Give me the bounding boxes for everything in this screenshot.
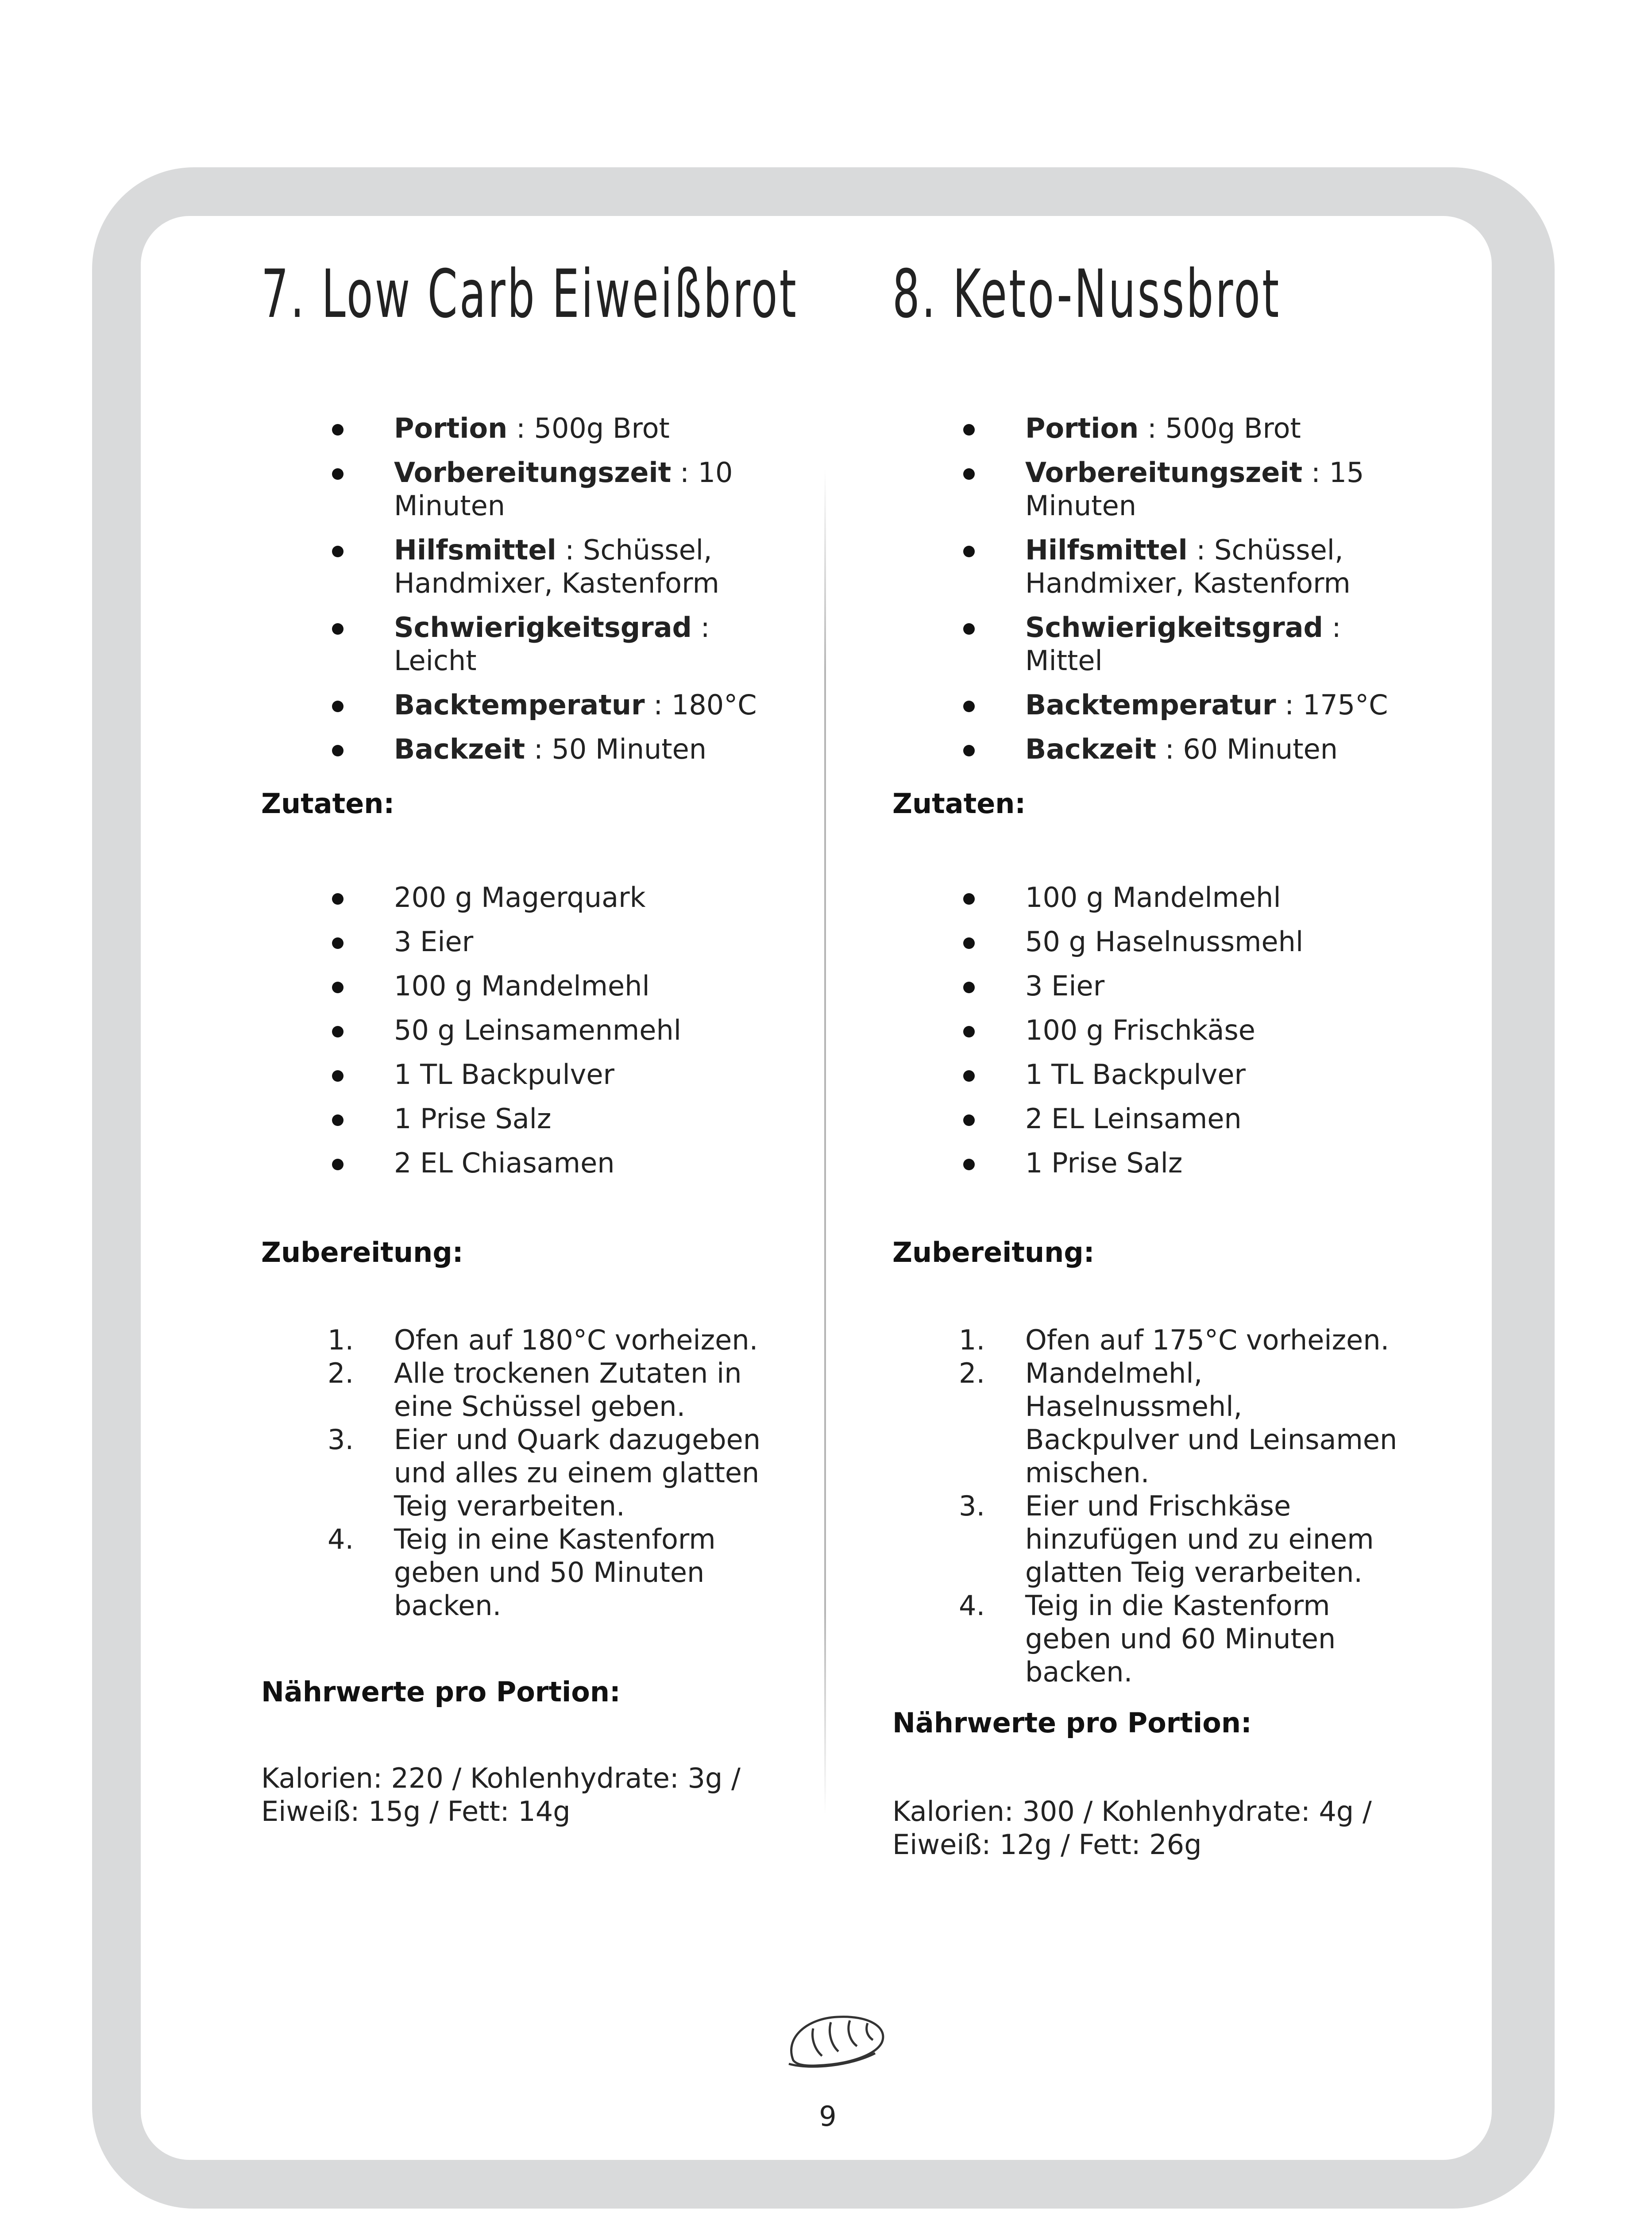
bullet-icon (332, 937, 344, 949)
info-label: Hilfsmittel (394, 534, 556, 566)
step-text: Mandelmehl, Haselnussmehl, Backpulver und Leinsamen mischen. (1025, 1357, 1397, 1489)
step-text: Eier und Quark dazugeben und alles zu einem glatten Teig verarbeiten. (394, 1423, 761, 1522)
info-label: Portion (1025, 412, 1139, 444)
step-number: 4. (328, 1523, 354, 1555)
recipe-left (261, 0, 934, 1903)
info-label: Schwierigkeitsgrad (394, 611, 692, 644)
bullet-icon (963, 546, 975, 557)
info-value: : 500g Brot (1139, 412, 1301, 444)
recipe-info-list (261, 412, 770, 777)
recipe-title: 7. Low Carb Eiweißbrot (261, 256, 799, 333)
step-number: 2. (959, 1357, 985, 1389)
ingredient-text: 2 EL Leinsamen (1025, 1103, 1242, 1135)
ingredient-item (261, 1102, 770, 1135)
step-item (892, 1589, 1401, 1689)
page-number: 9 (819, 2100, 837, 2132)
ingredient-item (892, 881, 1401, 914)
ingredient-text: 2 EL Chiasamen (394, 1147, 615, 1179)
nutrition-text: Kalorien: 220 / Kohlenhydrate: 3g / Eiweiß: 15g / Fett: 14g (261, 1762, 741, 1827)
info-value: : 500g Brot (507, 412, 670, 444)
bullet-icon (332, 546, 344, 557)
info-item (261, 611, 770, 677)
step-text: Teig in eine Kastenform geben und 50 Minuten backen. (394, 1523, 716, 1622)
step-number: 4. (959, 1589, 985, 1622)
ingredients-heading: Zutaten: (892, 787, 1026, 820)
step-number: 2. (328, 1357, 354, 1389)
ingredients-list (261, 881, 770, 1191)
bullet-icon (332, 701, 344, 712)
step-item (892, 1323, 1401, 1357)
info-value: : Mittel (1025, 611, 1341, 677)
step-number: 1. (959, 1324, 985, 1356)
info-item (892, 456, 1401, 522)
bread-icon (780, 2007, 891, 2078)
ingredient-text: 200 g Magerquark (394, 881, 646, 914)
bullet-icon (332, 623, 344, 635)
info-value: : 175°C (1276, 689, 1388, 721)
ingredients-list (892, 881, 1401, 1191)
recipe-info-list (892, 412, 1401, 777)
ingredient-text: 100 g Frischkäse (1025, 1014, 1255, 1046)
ingredient-text: 1 TL Backpulver (394, 1058, 614, 1091)
info-item (892, 412, 1401, 445)
nutrition-heading: Nährwerte pro Portion: (892, 1707, 1252, 1739)
ingredient-item (892, 969, 1401, 1002)
recipe-right (892, 0, 1565, 1903)
info-label: Vorbereitungszeit (1025, 456, 1303, 489)
ingredient-text: 3 Eier (394, 925, 474, 958)
info-value: : 60 Minuten (1156, 733, 1338, 765)
step-number: 1. (328, 1324, 354, 1356)
bullet-icon (963, 424, 975, 436)
info-label: Hilfsmittel (1025, 534, 1188, 566)
ingredient-text: 100 g Mandelmehl (394, 970, 650, 1002)
nutrition-text: Kalorien: 300 / Kohlenhydrate: 4g / Eiweiß: 12g / Fett: 26g (892, 1795, 1372, 1861)
ingredient-item (261, 881, 770, 914)
bullet-icon (963, 468, 975, 480)
steps-list (892, 1323, 1401, 1689)
info-value: : 50 Minuten (525, 733, 707, 765)
bullet-icon (963, 701, 975, 712)
bullet-icon (332, 468, 344, 480)
ingredient-text: 50 g Haselnussmehl (1025, 925, 1304, 958)
step-text: Eier und Frischkäse hinzufügen und zu einem glatten Teig verarbeiten. (1025, 1490, 1374, 1588)
info-value: : 10 Minuten (394, 456, 733, 522)
bullet-icon (963, 1070, 975, 1082)
info-value: : Schüssel, Handmixer, Kastenform (394, 534, 719, 599)
bullet-icon (332, 424, 344, 436)
info-label: Backtemperatur (394, 689, 645, 721)
info-label: Vorbereitungszeit (394, 456, 672, 489)
ingredient-text: 50 g Leinsamenmehl (394, 1014, 681, 1046)
bullet-icon (332, 982, 344, 993)
bullet-icon (332, 893, 344, 905)
bullet-icon (963, 745, 975, 756)
bullet-icon (332, 1026, 344, 1037)
ingredient-text: 100 g Mandelmehl (1025, 881, 1281, 914)
bullet-icon (332, 1114, 344, 1126)
ingredient-item (261, 969, 770, 1002)
bullet-icon (332, 745, 344, 756)
step-number: 3. (959, 1490, 985, 1522)
bullet-icon (963, 1114, 975, 1126)
bullet-icon (963, 1159, 975, 1170)
info-item (892, 733, 1401, 766)
bullet-icon (963, 937, 975, 949)
ingredient-item (261, 925, 770, 958)
info-value: : Leicht (394, 611, 710, 677)
ingredient-item (892, 925, 1401, 958)
steps-list (261, 1323, 770, 1622)
info-value: : 15 Minuten (1025, 456, 1364, 522)
step-item (261, 1323, 770, 1357)
ingredient-text: 1 TL Backpulver (1025, 1058, 1246, 1091)
info-item (261, 412, 770, 445)
info-item (892, 688, 1401, 721)
info-value: : Schüssel, Handmixer, Kastenform (1025, 534, 1351, 599)
ingredient-item (892, 1014, 1401, 1047)
info-item (892, 611, 1401, 677)
step-text: Ofen auf 175°C vorheizen. (1025, 1324, 1390, 1356)
step-item (261, 1357, 770, 1423)
ingredients-heading: Zutaten: (261, 787, 395, 820)
bullet-icon (963, 1026, 975, 1037)
nutrition-heading: Nährwerte pro Portion: (261, 1676, 621, 1708)
step-item (892, 1489, 1401, 1589)
step-item (261, 1423, 770, 1523)
info-item (261, 456, 770, 522)
ingredient-item (261, 1058, 770, 1091)
step-text: Alle trockenen Zutaten in eine Schüssel geben. (394, 1357, 742, 1423)
info-item (261, 533, 770, 600)
info-value: : 180°C (645, 689, 757, 721)
info-label: Backzeit (1025, 733, 1157, 765)
ingredient-item (261, 1146, 770, 1180)
ingredient-item (892, 1058, 1401, 1091)
info-item (261, 733, 770, 766)
ingredient-text: 1 Prise Salz (1025, 1147, 1183, 1179)
bullet-icon (963, 982, 975, 993)
info-label: Portion (394, 412, 508, 444)
recipe-title: 8. Keto-Nussbrot (892, 256, 1281, 333)
bullet-icon (332, 1070, 344, 1082)
step-item (892, 1357, 1401, 1489)
info-item (261, 688, 770, 721)
step-text: Ofen auf 180°C vorheizen. (394, 1324, 758, 1356)
step-item (261, 1523, 770, 1622)
ingredient-text: 1 Prise Salz (394, 1103, 552, 1135)
info-item (892, 533, 1401, 600)
bullet-icon (332, 1159, 344, 1170)
steps-heading: Zubereitung: (892, 1236, 1095, 1268)
ingredient-item (892, 1102, 1401, 1135)
info-label: Backzeit (394, 733, 525, 765)
info-label: Backtemperatur (1025, 689, 1276, 721)
bullet-icon (963, 893, 975, 905)
ingredient-text: 3 Eier (1025, 970, 1105, 1002)
step-text: Teig in die Kastenform geben und 60 Minuten backen. (1025, 1589, 1336, 1688)
ingredient-item (892, 1146, 1401, 1180)
bullet-icon (963, 623, 975, 635)
info-label: Schwierigkeitsgrad (1025, 611, 1323, 644)
steps-heading: Zubereitung: (261, 1236, 463, 1268)
step-number: 3. (328, 1423, 354, 1456)
ingredient-item (261, 1014, 770, 1047)
